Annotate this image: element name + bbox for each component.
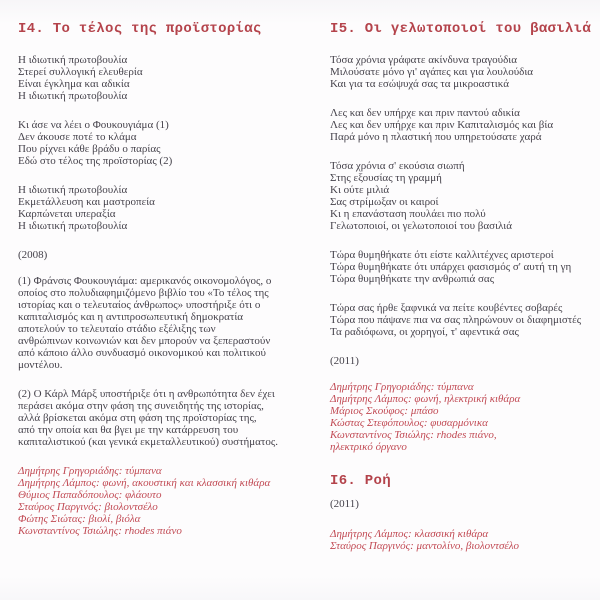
song15-stanza-1 (330, 54, 596, 90)
song-title-14: Ι4. Το τέλος της προϊστορίας (18, 21, 262, 37)
text-line: Κι η επανάσταση πουλάει πιο πολύ (330, 208, 486, 220)
text-line: ηλεκτρικό όργανο (330, 441, 407, 453)
text-line: από κάποιο άλλο συνδυασμό οικονομικού και πολιτικού (18, 347, 266, 359)
text-line: Δημήτρης Λάμπος: φωνή, ηλεκτρική κιθάρα (330, 393, 521, 405)
column-right (330, 21, 596, 552)
text-line: Δημήτρης Λάμπος: κλασσική κιθάρα (330, 528, 489, 540)
text-line: Σταύρος Παργινός: βιολοντσέλο (18, 501, 158, 513)
text-line: Η ιδιωτική πρωτοβουλία (18, 184, 128, 196)
text-line: καπιταλισμός και η αντιπροσωπευτική δημοκρατία (18, 311, 244, 323)
text-line: μοντέλου. (18, 359, 63, 371)
text-line: Είναι έγκλημα και αδικία (18, 78, 130, 90)
song15-credits (330, 381, 596, 453)
song14-stanza-3 (18, 184, 318, 232)
text-line: Εδώ στο τέλος της προϊστορίας (2) (18, 155, 173, 167)
text-line: Τώρα θυμηθήκατε ότι είστε καλλιτέχνες αριστεροί (330, 249, 554, 261)
text-line: Μάριος Σκούφος: μπάσο (330, 405, 439, 417)
text-line: Κώστας Στεφόπουλος: φυσαρμόνικα (330, 417, 488, 429)
song15-stanza-3 (330, 160, 596, 232)
text-line: Στης εξουσίας τη γραμμή (330, 172, 442, 184)
text-line: Τώρα που πάψανε πια να σας πληρώνουν οι διαφημιστές (330, 314, 582, 326)
text-line: Εκμετάλλευση και μαστροπεία (18, 196, 155, 208)
text-line: Κωνσταντίνος Τσιώλης: rhodes πιάνο (18, 525, 182, 537)
text-line: Τα ραδιόφωνα, οι χορηγοί, τ' αφεντικά σας (330, 326, 519, 338)
text-line: Δεν άκουσε ποτέ το κλάμα (18, 131, 137, 143)
text-line: Τόσα χρόνια γράφατε ακίνδυνα τραγούδια (330, 54, 517, 66)
text-line: Τώρα θυμηθήκατε την ανθρωπιά σας (330, 273, 495, 285)
text-line: Η ιδιωτική πρωτοβουλία (18, 90, 128, 102)
text-line: Η ιδιωτική πρωτοβουλία (18, 220, 128, 232)
text-line: (1) Φράνσις Φουκουγιάμα: αμερικανός οικονομολόγος, ο (18, 275, 272, 287)
text-line: Τώρα θυμηθήκατε ότι υπάρχει φασισμός σ' αυτή τη γη (330, 261, 572, 273)
text-line: περάσει ακόμα στην φάση της συνειδητής της ιστορίας, (18, 400, 264, 412)
text-line: Τόσα χρόνια σ' εκούσια σιωπή (330, 160, 465, 172)
text-line: Κι ούτε μιλιά (330, 184, 390, 196)
song16-year: (2011) (330, 498, 359, 510)
text-line: Και για τα εσώψυχά σας τα μικροαστικά (330, 78, 509, 90)
text-line: αποτελούν το τελευταίο στάδιο εξέλιξης των (18, 323, 216, 335)
song14-year: (2008) (18, 249, 48, 261)
text-line: Δημήτρης Λάμπος: φωνή, ακουστική και κλασσική κιθάρα (18, 477, 271, 489)
text-line: Τώρα σας ήρθε ξαφνικά να πείτε κουβέντες σοβαρές (330, 302, 563, 314)
text-line: Γελωτοποιοί, οι γελωτοποιοί του βασιλιά (330, 220, 512, 232)
text-line: Θύμιος Παπαδόπουλος: φλάουτο (18, 489, 162, 501)
text-line: Που ρίχνει κάθε βράδυ ο παρίας (18, 143, 161, 155)
song16-credits (330, 528, 596, 552)
column-left (18, 21, 318, 537)
text-line: Σταύρος Παργινός: μαντολίνο, βιολοντσέλο (330, 540, 520, 552)
song-title-15: Ι5. Οι γελωτοποιοί του βασιλιά (330, 21, 592, 37)
text-line: Καρπώνεται υπεραξία (18, 208, 116, 220)
text-line: Κωνσταντίνος Τσιώλης: rhodes πιάνο, (330, 429, 497, 441)
song14-stanza-2 (18, 119, 318, 167)
text-line: ανθρώπινων κοινωνιών και δεν μπορούν να ξεπεραστούν (18, 335, 271, 347)
text-line: Σας στρίμωξαν οι καιροί (330, 196, 439, 208)
song14-footnote-1 (18, 275, 318, 371)
text-line: Λες και δεν υπήρχε και πριν Καπιταλισμός και βία (330, 119, 554, 131)
text-line: οποίος στο πολυδιαφημιζόμενο βιβλίο του «Το τέλος της (18, 287, 269, 299)
text-line: Λες και δεν υπήρχε και πριν παντού αδικία (330, 107, 520, 119)
song14-credits (18, 465, 318, 537)
song15-stanza-4 (330, 249, 596, 285)
text-line: Δημήτρης Γρηγοριάδης: τύμπανα (330, 381, 474, 393)
text-line: αλλά βρίσκεται ακόμα στη φάση της προϊστορίας της, (18, 412, 257, 424)
text-line: Δημήτρης Γρηγοριάδης: τύμπανα (18, 465, 162, 477)
text-line: Κι άσε να λέει ο Φουκουγιάμα (1) (18, 119, 169, 131)
text-line: (2) Ο Κάρλ Μάρξ υποστήριξε ότι η ανθρωπότητα δεν έχει (18, 388, 275, 400)
text-line: ιστορίας και ο τελευταίος άνθρωπος» υποστήριξε ότι ο (18, 299, 261, 311)
song15-stanza-2 (330, 107, 596, 143)
song15-stanza-5 (330, 302, 596, 338)
song14-footnote-2 (18, 388, 318, 448)
song14-stanza-1 (18, 54, 318, 102)
text-line: Φώτης Σιώτας: βιολί, βιόλα (18, 513, 141, 525)
song-title-16: Ι6. Ροή (330, 473, 391, 489)
text-line: Η ιδιωτική πρωτοβουλία (18, 54, 128, 66)
song15-year: (2011) (330, 355, 359, 367)
text-line: καπιταλιστικού (και γενικά εκμεταλλευτικού) συστήματος. (18, 436, 278, 448)
text-line: από την οποία και θα βγει με την κατάρρευση του (18, 424, 239, 436)
text-line: Παρά μόνο η πλαστική που υπηρετούσατε χαρά (330, 131, 542, 143)
text-line: Μιλούσατε μόνο γι' αγάπες και για λουλούδια (330, 66, 534, 78)
text-line: Στερεί συλλογική ελευθερία (18, 66, 143, 78)
